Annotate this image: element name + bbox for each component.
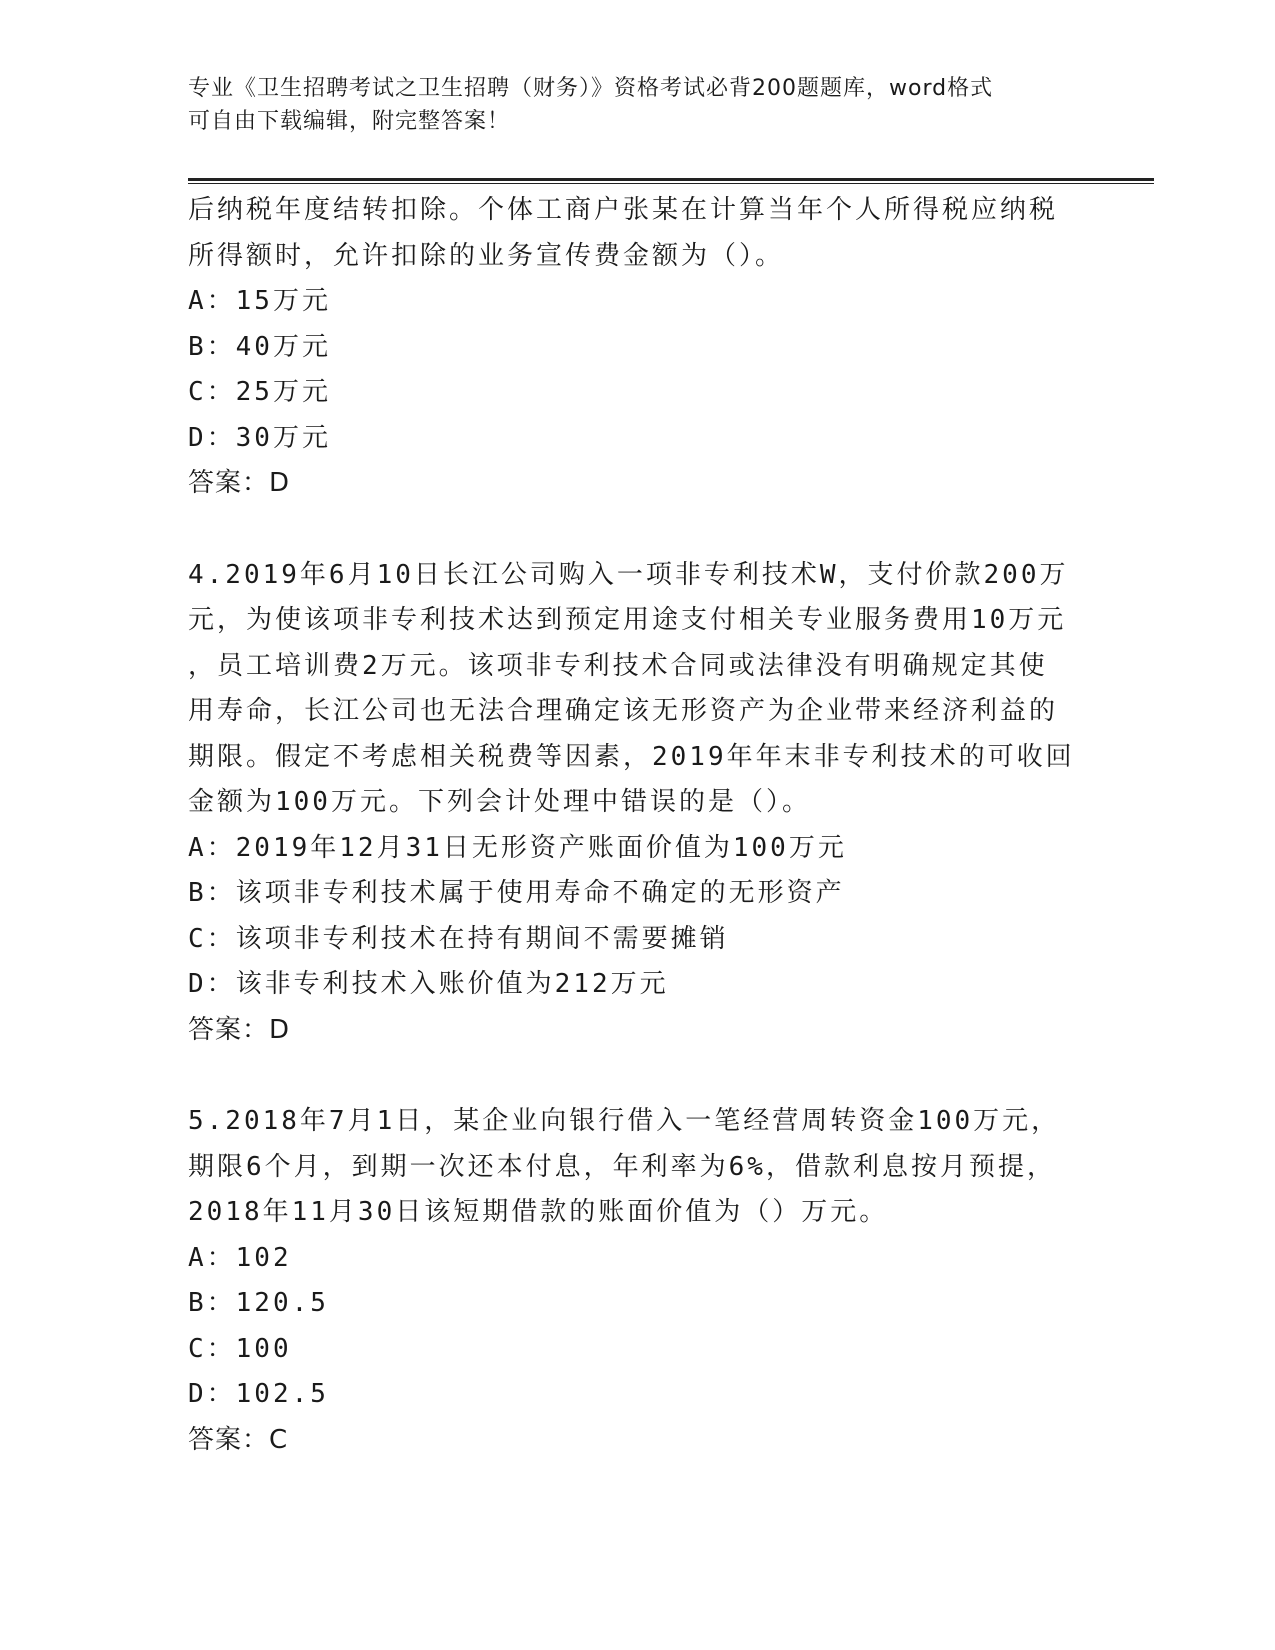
- document-header: [188, 72, 1068, 138]
- option-a: A：2019年12月31日无形资产账面价值为100万元: [188, 832, 847, 863]
- question-text-line: 用寿命，长江公司也无法合理确定该无形资产为企业带来经济利益的: [188, 696, 1059, 726]
- question-3: [188, 188, 1088, 507]
- question-text-line: ，员工培训费2万元。该项非专利技术合同或法律没有明确规定其使: [188, 650, 1048, 681]
- answer-line: 答案：D: [188, 1014, 291, 1045]
- question-4: [188, 553, 1088, 1054]
- option-d: D：该非专利技术入账价值为212万元: [188, 969, 669, 999]
- option-b: B：120.5: [188, 1288, 329, 1318]
- question-text-line: 2018年11月30日该短期借款的账面价值为（）万元。: [188, 1197, 889, 1227]
- question-text-line: 期限6个月，到期一次还本付息，年利率为6%，借款利息按月预提，: [188, 1151, 1056, 1182]
- question-text-line: 所得额时，允许扣除的业务宣传费金额为（）。: [188, 240, 785, 271]
- option-a: A：102: [188, 1242, 292, 1273]
- question-text-line: 5.2018年7月1日，某企业向银行借入一笔经营周转资金100万元，: [188, 1106, 1061, 1136]
- header-title-line-2: 可自由下载编辑，附完整答案！: [188, 109, 511, 134]
- question-text-line: 后纳税年度结转扣除。个体工商户张某在计算当年个人所得税应纳税: [188, 195, 1059, 225]
- header-divider-thick: [188, 178, 1154, 181]
- answer-line: 答案：D: [188, 468, 291, 498]
- option-a: A：15万元: [188, 286, 331, 316]
- question-text-line: 元，为使该项非专利技术达到预定用途支付相关专业服务费用10万元: [188, 605, 1067, 635]
- option-c: C：25万元: [188, 377, 331, 407]
- option-c: C：该项非专利技术在持有期间不需要摊销: [188, 923, 729, 954]
- option-b: B：该项非专利技术属于使用寿命不确定的无形资产: [188, 878, 845, 908]
- question-text-line: 期限。假定不考虑相关税费等因素，2019年年末非专利技术的可收回: [188, 741, 1075, 772]
- header-title-line-1: 专业《卫生招聘考试之卫生招聘（财务）》资格考试必背200题题库，word格式: [188, 76, 994, 101]
- option-c: C：100: [188, 1333, 292, 1364]
- option-b: B：40万元: [188, 331, 331, 362]
- header-divider-thin: [188, 183, 1154, 184]
- question-spacer: [188, 1053, 1088, 1099]
- document-body: [188, 188, 1088, 1463]
- question-text-line: 金额为100万元。下列会计处理中错误的是（）。: [188, 787, 811, 817]
- answer-line: 答案：C: [188, 1424, 289, 1455]
- question-text-line: 4.2019年6月10日长江公司购入一项非专利技术W，支付价款200万: [188, 559, 1069, 590]
- option-d: D：30万元: [188, 422, 331, 453]
- option-d: D：102.5: [188, 1379, 329, 1409]
- question-spacer: [188, 507, 1088, 553]
- question-5: [188, 1099, 1088, 1463]
